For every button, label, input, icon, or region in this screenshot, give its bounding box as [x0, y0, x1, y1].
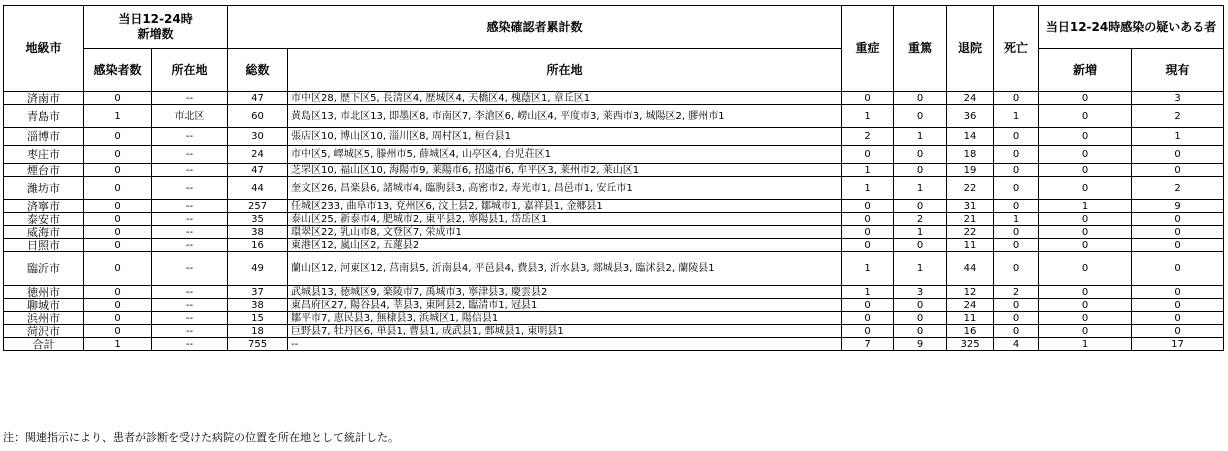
total-cell: 35: [228, 213, 288, 226]
total-cell: 257: [228, 200, 288, 213]
suspected-new-cell: 0: [1039, 286, 1132, 299]
suspected-current-cell: 0: [1132, 146, 1224, 164]
total-cell: 47: [228, 92, 288, 105]
table-row: [4, 128, 1224, 146]
suspected-new-cell: 0: [1039, 105, 1132, 128]
discharged-cell: 19: [947, 164, 994, 177]
new-cases-cell: 0: [84, 92, 152, 105]
city-cell: 済南市: [4, 92, 84, 105]
header-suspected-group: 当日12-24時感染の疑いある者: [1039, 6, 1224, 49]
suspected-current-cell: 17: [1132, 338, 1224, 351]
suspected-new-cell: 1: [1039, 200, 1132, 213]
discharged-cell: 18: [947, 146, 994, 164]
total-cell: 44: [228, 177, 288, 200]
header-cumulative-group: 感染確認者累計数: [228, 6, 842, 49]
table-row: [4, 312, 1224, 325]
discharged-cell: 12: [947, 286, 994, 299]
city-cell: 泰安市: [4, 213, 84, 226]
suspected-new-cell: 0: [1039, 239, 1132, 252]
severe-cell: 0: [842, 92, 894, 105]
severe-cell: 1: [842, 286, 894, 299]
table-row: [4, 252, 1224, 286]
total-cell: 18: [228, 325, 288, 338]
suspected-current-cell: 2: [1132, 177, 1224, 200]
total-cell: 15: [228, 312, 288, 325]
deaths-cell: 0: [994, 299, 1039, 312]
new-cases-cell: 0: [84, 128, 152, 146]
locations-cell: 東昌府区27, 陽谷县4, 莘县3, 東阿县2, 臨清市1, 冠县1: [288, 299, 842, 312]
severe-cell: 7: [842, 338, 894, 351]
suspected-current-cell: 0: [1132, 226, 1224, 239]
new-cases-cell: 0: [84, 286, 152, 299]
critical-cell: 0: [894, 312, 947, 325]
total-cell: 37: [228, 286, 288, 299]
suspected-current-cell: 0: [1132, 325, 1224, 338]
locations-cell: 黄島区13, 市北区13, 即墨区8, 市南区7, 李滄区6, 嶗山区4, 平度市3, 莱西市3, 城陽区2, 膠州市1: [288, 105, 842, 128]
city-cell: 合計: [4, 338, 84, 351]
critical-cell: 0: [894, 146, 947, 164]
deaths-cell: 1: [994, 105, 1039, 128]
new-cases-cell: 0: [84, 299, 152, 312]
suspected-current-cell: 0: [1132, 213, 1224, 226]
critical-cell: 9: [894, 338, 947, 351]
new-location-cell: --: [152, 338, 228, 351]
deaths-cell: 0: [994, 92, 1039, 105]
suspected-new-cell: 0: [1039, 325, 1132, 338]
header-today-cases: 感染者数: [84, 49, 152, 92]
severe-cell: 2: [842, 128, 894, 146]
new-location-cell: --: [152, 226, 228, 239]
total-cell: 47: [228, 164, 288, 177]
severe-cell: 0: [842, 312, 894, 325]
critical-cell: 0: [894, 105, 947, 128]
table-row: [4, 200, 1224, 213]
severe-cell: 1: [842, 164, 894, 177]
suspected-current-cell: 2: [1132, 105, 1224, 128]
critical-cell: 1: [894, 252, 947, 286]
deaths-cell: 0: [994, 312, 1039, 325]
locations-cell: 巨野县7, 牡丹区6, 単县1, 曹县1, 成武县1, 鄄城县1, 東明县1: [288, 325, 842, 338]
critical-cell: 1: [894, 177, 947, 200]
critical-cell: 0: [894, 200, 947, 213]
discharged-cell: 14: [947, 128, 994, 146]
city-cell: 聊城市: [4, 299, 84, 312]
suspected-new-cell: 0: [1039, 146, 1132, 164]
suspected-new-cell: 0: [1039, 299, 1132, 312]
locations-cell: 市中区5, 嶧城区5, 滕州市5, 薛城区4, 山亭区4, 台児荘区1: [288, 146, 842, 164]
header-total: 総数: [228, 49, 288, 92]
city-cell: 菏沢市: [4, 325, 84, 338]
severe-cell: 0: [842, 239, 894, 252]
new-cases-cell: 1: [84, 338, 152, 351]
city-cell: 枣庄市: [4, 146, 84, 164]
severe-cell: 1: [842, 177, 894, 200]
critical-cell: 0: [894, 92, 947, 105]
severe-cell: 0: [842, 146, 894, 164]
totals-row: [4, 338, 1224, 351]
header-suspected-current: 現有: [1132, 49, 1224, 92]
discharged-cell: 36: [947, 105, 994, 128]
deaths-cell: 0: [994, 146, 1039, 164]
deaths-cell: 0: [994, 325, 1039, 338]
total-cell: 30: [228, 128, 288, 146]
critical-cell: 0: [894, 325, 947, 338]
severe-cell: 0: [842, 226, 894, 239]
new-cases-cell: 1: [84, 105, 152, 128]
footnote: 注：関連指示により、患者が診断を受けた病院の位置を所在地として統計した。: [3, 431, 399, 444]
suspected-new-cell: 0: [1039, 177, 1132, 200]
new-cases-cell: 0: [84, 325, 152, 338]
table-row: [4, 226, 1224, 239]
new-cases-cell: 0: [84, 239, 152, 252]
suspected-current-cell: 0: [1132, 312, 1224, 325]
discharged-cell: 31: [947, 200, 994, 213]
table-row: [4, 146, 1224, 164]
locations-cell: 任城区233, 曲阜市13, 兗州区6, 汶上县2, 鄒城市1, 嘉祥县1, 金郷县1: [288, 200, 842, 213]
new-location-cell: --: [152, 128, 228, 146]
discharged-cell: 21: [947, 213, 994, 226]
deaths-cell: 2: [994, 286, 1039, 299]
new-location-cell: --: [152, 325, 228, 338]
new-location-cell: --: [152, 200, 228, 213]
city-cell: 浜州市: [4, 312, 84, 325]
header-discharged: 退院: [947, 6, 994, 92]
city-cell: 煙台市: [4, 164, 84, 177]
deaths-cell: 0: [994, 252, 1039, 286]
suspected-current-cell: 1: [1132, 128, 1224, 146]
header-today-location: 所在地: [152, 49, 228, 92]
new-location-cell: --: [152, 299, 228, 312]
deaths-cell: 0: [994, 226, 1039, 239]
table-row: [4, 92, 1224, 105]
discharged-cell: 11: [947, 312, 994, 325]
header-city: 地級市: [4, 6, 84, 92]
locations-cell: 蘭山区12, 河東区12, 莒南县5, 沂南县4, 平邑县4, 費县3, 沂水县3, 郯城县3, 臨沭县2, 蘭陵县1: [288, 252, 842, 286]
table-row: [4, 325, 1224, 338]
deaths-cell: 0: [994, 200, 1039, 213]
total-cell: 60: [228, 105, 288, 128]
locations-cell: 奎文区26, 昌楽县6, 諸城市4, 臨朐县3, 高密市2, 寿光市1, 昌邑市1, 安丘市1: [288, 177, 842, 200]
total-cell: 38: [228, 299, 288, 312]
header-critical: 重篤: [894, 6, 947, 92]
new-location-cell: --: [152, 252, 228, 286]
header-row-1: [4, 6, 1224, 49]
header-suspected-new: 新増: [1039, 49, 1132, 92]
new-location-cell: --: [152, 177, 228, 200]
city-cell: 徳州市: [4, 286, 84, 299]
locations-cell: --: [288, 338, 842, 351]
locations-cell: 鄒平市7, 恵民县3, 無棣县3, 浜城区1, 陽信县1: [288, 312, 842, 325]
city-cell: 威海市: [4, 226, 84, 239]
new-cases-cell: 0: [84, 146, 152, 164]
locations-cell: 市中区28, 歴下区5, 長清区4, 歴城区4, 天橋区4, 槐蔭区1, 章丘区1: [288, 92, 842, 105]
discharged-cell: 11: [947, 239, 994, 252]
deaths-cell: 0: [994, 177, 1039, 200]
header-today-group: 当日12-24時 新増数: [84, 6, 228, 49]
city-cell: 淄博市: [4, 128, 84, 146]
new-cases-cell: 0: [84, 213, 152, 226]
suspected-new-cell: 0: [1039, 252, 1132, 286]
table-row: [4, 177, 1224, 200]
discharged-cell: 24: [947, 92, 994, 105]
header-severe: 重症: [842, 6, 894, 92]
discharged-cell: 22: [947, 177, 994, 200]
suspected-current-cell: 0: [1132, 239, 1224, 252]
total-cell: 16: [228, 239, 288, 252]
deaths-cell: 0: [994, 239, 1039, 252]
locations-cell: 張店区10, 博山区10, 淄川区8, 周村区1, 桓台县1: [288, 128, 842, 146]
critical-cell: 0: [894, 299, 947, 312]
new-cases-cell: 0: [84, 312, 152, 325]
locations-cell: 環翠区22, 乳山市8, 文登区7, 栄成市1: [288, 226, 842, 239]
total-cell: 38: [228, 226, 288, 239]
discharged-cell: 325: [947, 338, 994, 351]
city-cell: 濰坊市: [4, 177, 84, 200]
stats-table-wrapper: [3, 5, 1223, 351]
new-cases-cell: 0: [84, 252, 152, 286]
new-location-cell: --: [152, 164, 228, 177]
severe-cell: 0: [842, 299, 894, 312]
total-cell: 755: [228, 338, 288, 351]
suspected-current-cell: 0: [1132, 299, 1224, 312]
deaths-cell: 0: [994, 128, 1039, 146]
table-row: [4, 286, 1224, 299]
locations-cell: 泰山区25, 新泰市4, 肥城市2, 東平县2, 寧陽县1, 岱岳区1: [288, 213, 842, 226]
suspected-new-cell: 0: [1039, 164, 1132, 177]
header-deaths: 死亡: [994, 6, 1039, 92]
new-location-cell: --: [152, 213, 228, 226]
new-location-cell: --: [152, 92, 228, 105]
table-row: [4, 239, 1224, 252]
discharged-cell: 44: [947, 252, 994, 286]
severe-cell: 1: [842, 252, 894, 286]
suspected-new-cell: 0: [1039, 128, 1132, 146]
critical-cell: 1: [894, 128, 947, 146]
suspected-new-cell: 1: [1039, 338, 1132, 351]
locations-cell: 芝罘区10, 福山区10, 海陽市9, 莱陽市6, 招遠市6, 牟平区3, 莱州市2, 莱山区1: [288, 164, 842, 177]
city-cell: 済寧市: [4, 200, 84, 213]
locations-cell: 東港区12, 嵐山区2, 五蓮县2: [288, 239, 842, 252]
new-location-cell: --: [152, 312, 228, 325]
deaths-cell: 0: [994, 164, 1039, 177]
new-location-cell: --: [152, 146, 228, 164]
severe-cell: 0: [842, 325, 894, 338]
suspected-new-cell: 0: [1039, 312, 1132, 325]
header-row-2: [4, 49, 1224, 92]
severe-cell: 0: [842, 200, 894, 213]
new-location-cell: --: [152, 239, 228, 252]
suspected-new-cell: 0: [1039, 226, 1132, 239]
suspected-current-cell: 3: [1132, 92, 1224, 105]
critical-cell: 2: [894, 213, 947, 226]
new-location-cell: 市北区: [152, 105, 228, 128]
city-cell: 日照市: [4, 239, 84, 252]
table-row: [4, 164, 1224, 177]
header-location: 所在地: [288, 49, 842, 92]
deaths-cell: 1: [994, 213, 1039, 226]
locations-cell: 武城县13, 徳城区9, 楽陵市7, 禹城市3, 寧津县3, 慶雲县2: [288, 286, 842, 299]
severe-cell: 1: [842, 105, 894, 128]
suspected-new-cell: 0: [1039, 92, 1132, 105]
critical-cell: 3: [894, 286, 947, 299]
table-body: [4, 92, 1224, 351]
suspected-current-cell: 0: [1132, 252, 1224, 286]
city-cell: 臨沂市: [4, 252, 84, 286]
critical-cell: 0: [894, 239, 947, 252]
new-cases-cell: 0: [84, 177, 152, 200]
table-row: [4, 105, 1224, 128]
discharged-cell: 16: [947, 325, 994, 338]
discharged-cell: 24: [947, 299, 994, 312]
discharged-cell: 22: [947, 226, 994, 239]
suspected-new-cell: 0: [1039, 213, 1132, 226]
new-location-cell: --: [152, 286, 228, 299]
severe-cell: 0: [842, 213, 894, 226]
new-cases-cell: 0: [84, 226, 152, 239]
suspected-current-cell: 9: [1132, 200, 1224, 213]
covid-stats-table: [3, 5, 1224, 351]
suspected-current-cell: 0: [1132, 164, 1224, 177]
table-row: [4, 213, 1224, 226]
city-cell: 青島市: [4, 105, 84, 128]
new-cases-cell: 0: [84, 200, 152, 213]
total-cell: 24: [228, 146, 288, 164]
critical-cell: 1: [894, 226, 947, 239]
critical-cell: 0: [894, 164, 947, 177]
total-cell: 49: [228, 252, 288, 286]
suspected-current-cell: 0: [1132, 286, 1224, 299]
table-row: [4, 299, 1224, 312]
new-cases-cell: 0: [84, 164, 152, 177]
deaths-cell: 4: [994, 338, 1039, 351]
